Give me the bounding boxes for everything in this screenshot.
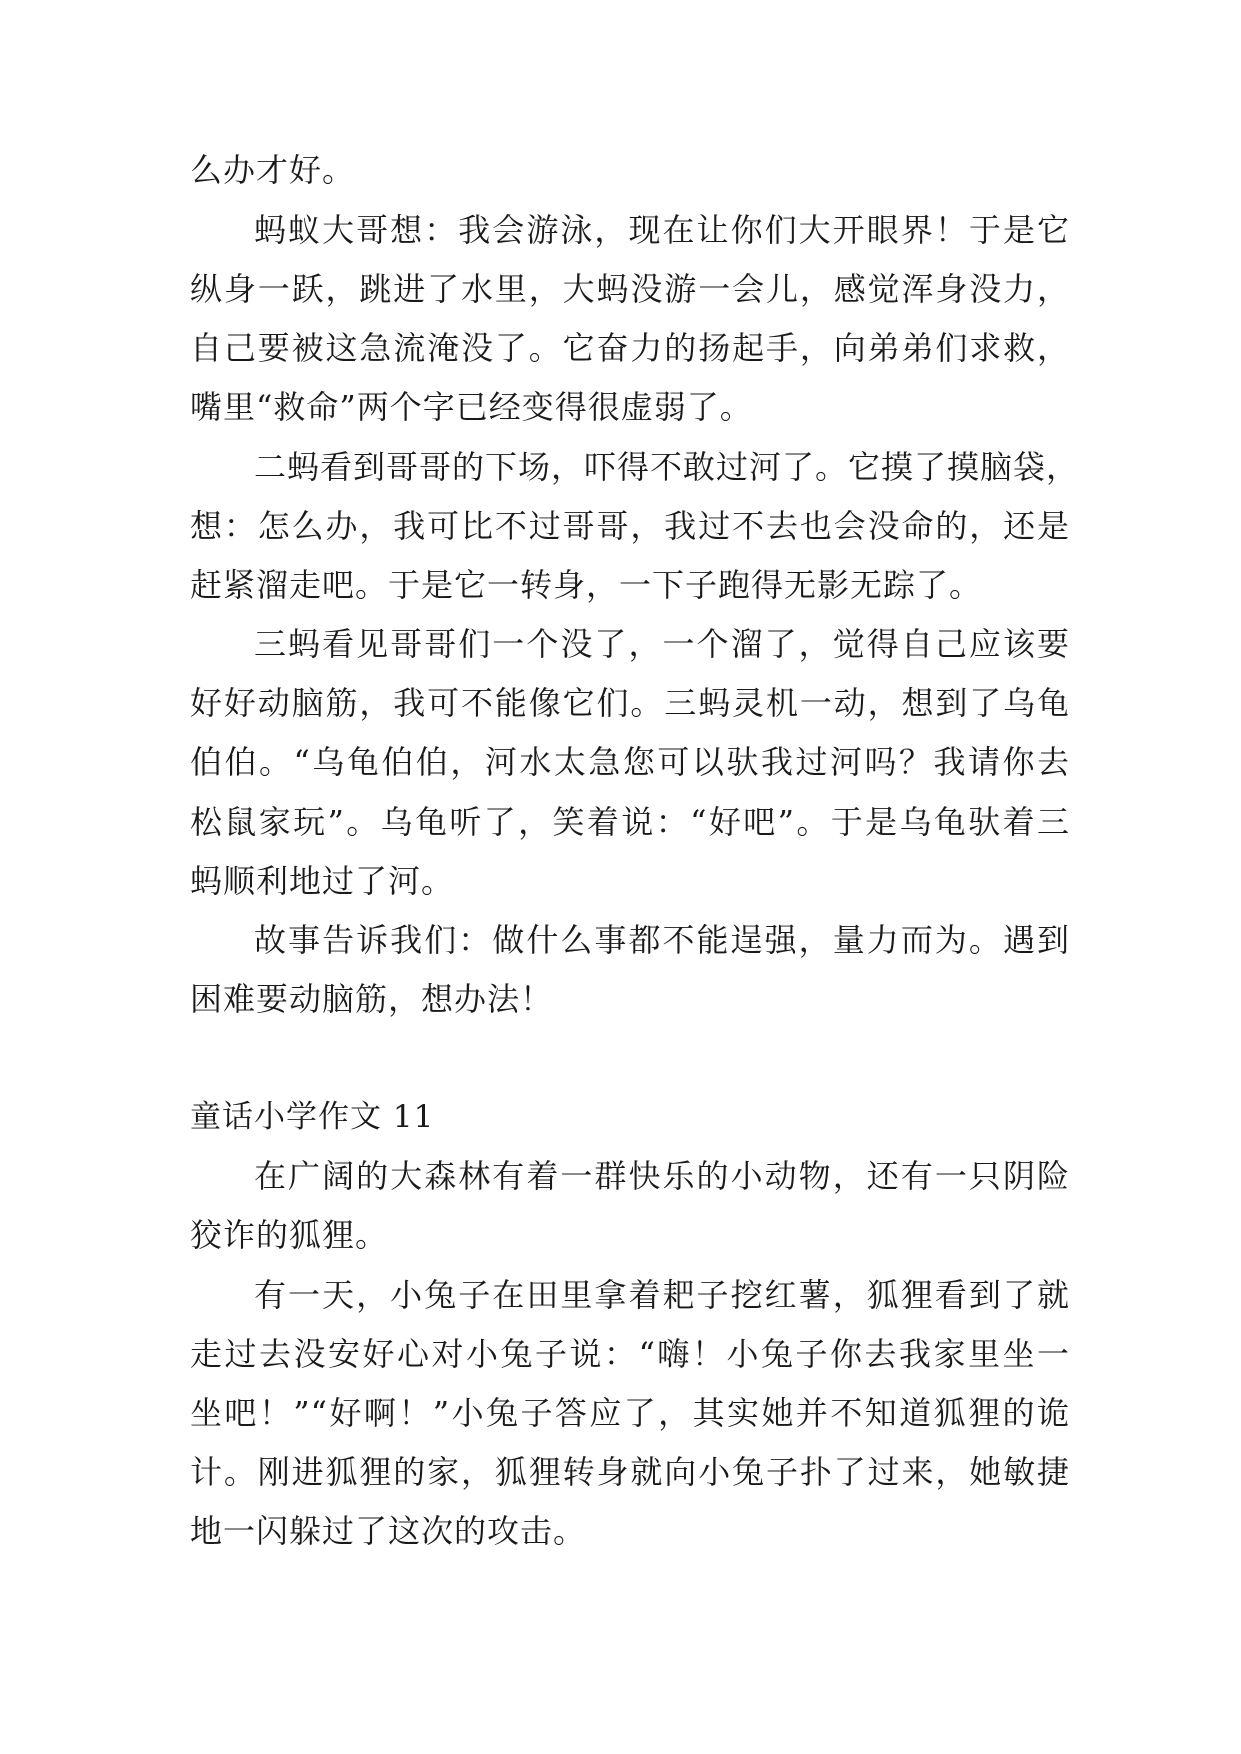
paragraph-start-line: 在广阔的大森林有着一群快乐的小动物，还有一只阴险 <box>254 1157 1070 1195</box>
paragraph-start-line: 故事告诉我们：做什么事都不能逞强，量力而为。遇到 <box>254 921 1070 959</box>
text-line: 嘴里“救命”两个字已经变得很虚弱了。 <box>190 388 753 426</box>
paragraph-start-line: 有一天，小兔子在田里拿着耙子挖红薯，狐狸看到了就 <box>254 1276 1070 1314</box>
text-line: 地一闪躲过了这次的攻击。 <box>190 1512 587 1550</box>
text-line: 困难要动脑筋，想办法！ <box>190 980 554 1018</box>
text-line: 好好动脑筋，我可不能像它们。三蚂灵机一动，想到了乌龟 <box>190 684 1070 722</box>
paragraph-start-line: 二蚂看到哥哥的下场，吓得不敢过河了。它摸了摸脑袋， <box>254 448 1080 486</box>
text-line: 想：怎么办，我可比不过哥哥，我过不去也会没命的，还是 <box>190 507 1070 545</box>
text-line: 赶紧溜走吧。于是它一转身，一下子跑得无影无踪了。 <box>190 566 983 604</box>
text-line: 自己要被这急流淹没了。它奋力的扬起手，向弟弟们求救， <box>190 329 1070 367</box>
text-line: 伯伯。“乌龟伯伯，河水太急您可以驮我过河吗？我请你去 <box>190 743 1070 781</box>
section-heading: 童话小学作文 11 <box>190 1099 435 1135</box>
text-line: 蚂顺利地过了河。 <box>190 862 455 900</box>
text-line: 狡诈的狐狸。 <box>190 1216 389 1254</box>
paragraph-start-line: 蚂蚁大哥想：我会游泳，现在让你们大开眼界！于是它 <box>254 211 1070 249</box>
paragraph-start-line: 三蚂看见哥哥们一个没了，一个溜了，觉得自己应该要 <box>254 625 1070 663</box>
text-line: 纵身一跃，跳进了水里，大蚂没游一会儿，感觉浑身没力， <box>190 270 1070 308</box>
text-line: 么办才好。 <box>190 151 356 189</box>
text-line: 坐吧！”“好啊！”小兔子答应了，其实她并不知道狐狸的诡 <box>190 1394 1070 1432</box>
text-line: 计。刚进狐狸的家，狐狸转身就向小兔子扑了过来，她敏捷 <box>190 1453 1070 1491</box>
text-line: 松鼠家玩”。乌龟听了，笑着说：“好吧”。于是乌龟驮着三 <box>190 803 1070 841</box>
text-line: 走过去没安好心对小兔子说：“嗨！小兔子你去我家里坐一 <box>190 1335 1070 1373</box>
